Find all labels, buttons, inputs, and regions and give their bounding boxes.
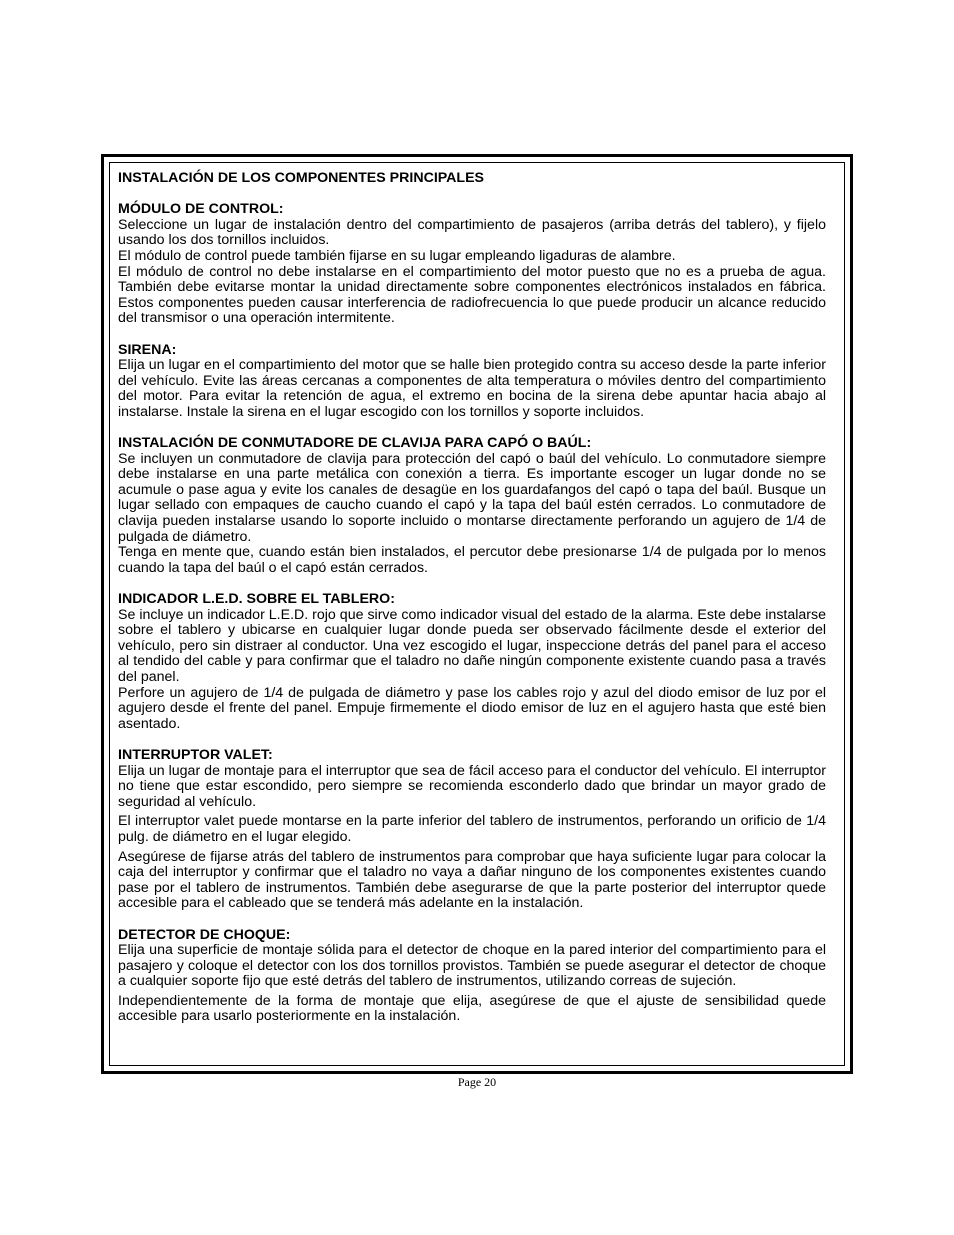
paragraph: Se incluyen un conmutadore de clavija para protección del capó o baúl del vehículo. Lo conmutadore siempre debe instalarse en una parte metálica con conexión a tierra. Es importante escoger un lugar donde no se acumule o pase agua y evite los canales de desagüe en los guardafangos del capó o tapa del baúl. Busque un lugar sellado con empaques de caucho cuando el capó y la tapa del baúl estén cerrados. Lo conmutadore de clavija pueden instalarse usando lo soporte incluido o montarse directamente perforando un agujero de 1/4 de pulgada de diámetro.	[118, 450, 826, 545]
section-heading: DETECTOR DE CHOQUE:	[118, 926, 291, 943]
section-interruptor-valet	[118, 748, 826, 912]
section-heading: INDICADOR L.E.D. SOBRE EL TABLERO:	[118, 591, 395, 608]
paragraph: Perfore un agujero de 1/4 de pulgada de diámetro y pase los cables rojo y azul del diodo emisor de luz por el agujero desde el frente del panel. Empuje firmemente el diodo emisor de luz en el agujero hasta que esté bien asentado.	[118, 684, 826, 732]
paragraph: El interruptor valet puede montarse en la parte inferior del tablero de instrumentos, perforando un orificio de 1/4 pulg. de diámetro en el lugar elegido.	[118, 813, 826, 845]
paragraph: Seleccione un lugar de instalación dentro del compartimiento de pasajeros (arriba detrás del tablero), y fijelo usando los dos tornillos incluidos.	[118, 216, 826, 249]
section-modulo-control	[118, 202, 826, 327]
section-sirena	[118, 343, 826, 421]
section-heading: SIRENA:	[118, 341, 177, 358]
section-heading: INSTALACIÓN DE CONMUTADORE DE CLAVIJA PARA CAPÓ O BAÚL:	[118, 435, 592, 452]
section-conmutadore	[118, 436, 826, 576]
paragraph: Elija un lugar de montaje para el interruptor que sea de fácil acceso para el conductor del vehículo. El interruptor no tiene que estar escondido, pero siempre se recomienda esconderlo dado que brindar un mayor grado de seguridad al vehículo.	[118, 762, 826, 810]
paragraph: Tenga en mente que, cuando están bien instalados, el percutor debe presionarse 1/4 de pulgada por lo menos cuando la tapa del baúl o el capó están cerrados.	[118, 544, 826, 576]
section-heading: INTERRUPTOR VALET:	[118, 746, 273, 763]
section-indicador-led	[118, 592, 826, 732]
paragraph: Elija una superficie de montaje sólida para el detector de choque en la pared interior del compartimiento para el pasajero y coloque el detector con los dos tornillos provistos. También se puede asegurar el detector de choque a cualquier soporte fijo que esté detrás del tablero de instrumentos, utilizando correas de sujeción.	[118, 942, 826, 990]
page-frame	[101, 154, 853, 1074]
paragraph: El módulo de control no debe instalarse en el compartimiento del motor puesto que no es a prueba de agua. También debe evitarse montar la unidad directamente sobre componentes electrónicos instalados en fábrica. Estos componentes pueden causar interferencia de radiofrecuencia lo que puede producir un alcance reducido del transmisor o una operación intermitente.	[118, 263, 826, 327]
page-number: Page 20	[457, 1075, 497, 1089]
document-body	[118, 171, 826, 1041]
section-detector-choque	[118, 928, 826, 1026]
section-heading: MÓDULO DE CONTROL:	[118, 201, 284, 218]
paragraph: Elija un lugar en el compartimiento del motor que se halle bien protegido contra su acceso desde la parte inferior del vehículo. Evite las áreas cercanas a componentes de alta temperatura o móviles dentro del compartimiento del motor. Para evitar la retención de agua, el extremo en bocina de la sirena debe apuntar hacia abajo al instalarse. Instale la sirena en el lugar escogido con los tornillos y soporte incluidos.	[118, 357, 826, 420]
page-title: INSTALACIÓN DE LOS COMPONENTES PRINCIPALES	[118, 170, 485, 186]
paragraph: Se incluye un indicador L.E.D. rojo que sirve como indicador visual del estado de la alarma. Este debe instalarse sobre el tablero y ubicarse en cualquier lugar donde pueda ser observado fácilmente desde el exterior del vehículo, pero sin distraer al conductor. Una vez escogido el lugar, inspeccione detrás del panel para el acceso al tendido del cable y para confirmar que el taladro no dañe ningún componente existente cuando pasa a través del panel.	[118, 606, 826, 685]
paragraph: El módulo de control puede también fijarse en su lugar empleando ligaduras de alambre.	[118, 247, 676, 264]
paragraph: Asegúrese de fijarse atrás del tablero de instrumentos para comprobar que haya suficiente lugar para colocar la caja del interruptor y confirmar que el taladro no vaya a dañar ninguno de los componentes existentes cuando pase por el tablero de instrumentos. También debe asegurarse de que la parte posterior del interruptor quede accesible para el cableado que se tenderá más adelante en la instalación.	[118, 848, 826, 912]
paragraph: Independientemente de la forma de montaje que elija, asegúrese de que el ajuste de sensibilidad quede accesible para usarlo posteriormente en la instalación.	[118, 992, 826, 1025]
